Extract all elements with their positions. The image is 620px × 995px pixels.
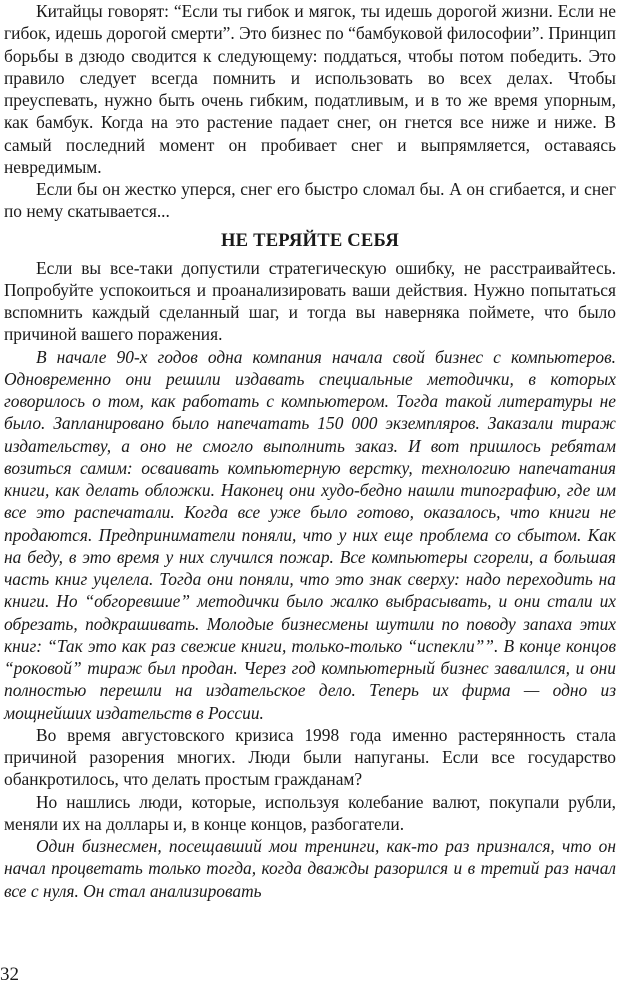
paragraph-snow: Если бы он жестко уперся, снег его быстро сломал бы. А он сгибается, и снег по нему скатывается... [4,179,616,222]
paragraph-bamboo-philosophy: Китайцы говорят: “Если ты гибок и мягок, ты идешь дорогой жизни. Если не гибок, идешь дорогой смерти”. Это бизнес по “бамбуковой философии”. Принцип борьбы в дзюдо сводится к следующему: поддаться, чтобы потом победить. Это правило следует всегда помнить и использовать во всех делах. Чтобы преуспевать, нужно быть очень гибким, податливым, и в то же время упорным, как бамбук. Когда на это растение падает снег, он гнется все ниже и ниже. В самый последний момент он пробивает снег и выпрямляется, оставаясь невредимым. [4,1,616,177]
page-number: 32 [0,964,19,985]
paragraph-crisis-1998: Во время августовского кризиса 1998 года именно растерянность стала причиной разорения многих. Люди были напуганы. Если все государство обанкротилось, что делать простым гражданам? [4,724,616,790]
paragraph-businessman: Один бизнесмен, посещавший мои тренинги, как-то раз признался, что он начал процветать только тогда, когда дважды разорился и в третий раз начал все с нуля. Он стал анализировать [4,836,616,901]
paragraph-company-story: В начале 90-х годов одна компания начала свой бизнес с компьютеров. Одновременно они решили издавать специальные методички, в которых говорилось о том, как работать с компьютером. Тогда такой литературы не было. Запланировано было напечатать 150 000 экземпляров. Заказали тираж издательству, а оно не смогло выполнить заказ. И вот пришлось ребятам возиться самим: осваивать компьютерную верстку, технологию напечатания книги, как делать обложки. Наконец они худо-бедно нашли типографию, где им все это распечатали. Когда все уже было готово, оказалось, что книги не продаются. Предприниматели поняли, что у них еще проблема со сбытом. Как на беду, в это время у них случился пожар. Все компьютеры сгорели, а большая часть книг уцелела. Тогда они поняли, что это знак сверху: надо переходить на книги. Но “обгоревшие” методички было жалко выбрасывать, и они стали их обрезать, подкрашивать. Молодые бизнесмены шутили по поводу запаха этих книг: “Так это как раз свежие книги, только-только “испекли””. В конце концов “роковой” тираж был продан. Через год компьютерный бизнес завалился, и они полностью перешли на издательское дело. Теперь их фирма — одно из мощнейших издательств в России. [4,346,616,723]
paragraph-strategic-mistake: Если вы все-таки допустили стратегическую ошибку, не расстраивайтесь. Попробуйте успокоиться и проанализировать ваши действия. Нужно попытаться вспомнить каждый сделанный шаг, и тогда вы наверняка поймете, что было причиной вашего поражения. [4,257,616,345]
section-heading: НЕ ТЕРЯЙТЕ СЕБЯ [220,229,400,251]
paragraph-currency: Но нашлись люди, которые, используя колебание валют, покупали рубли, меняли их на доллары и, в конце концов, разбогатели. [4,791,616,834]
book-page [4,0,616,995]
